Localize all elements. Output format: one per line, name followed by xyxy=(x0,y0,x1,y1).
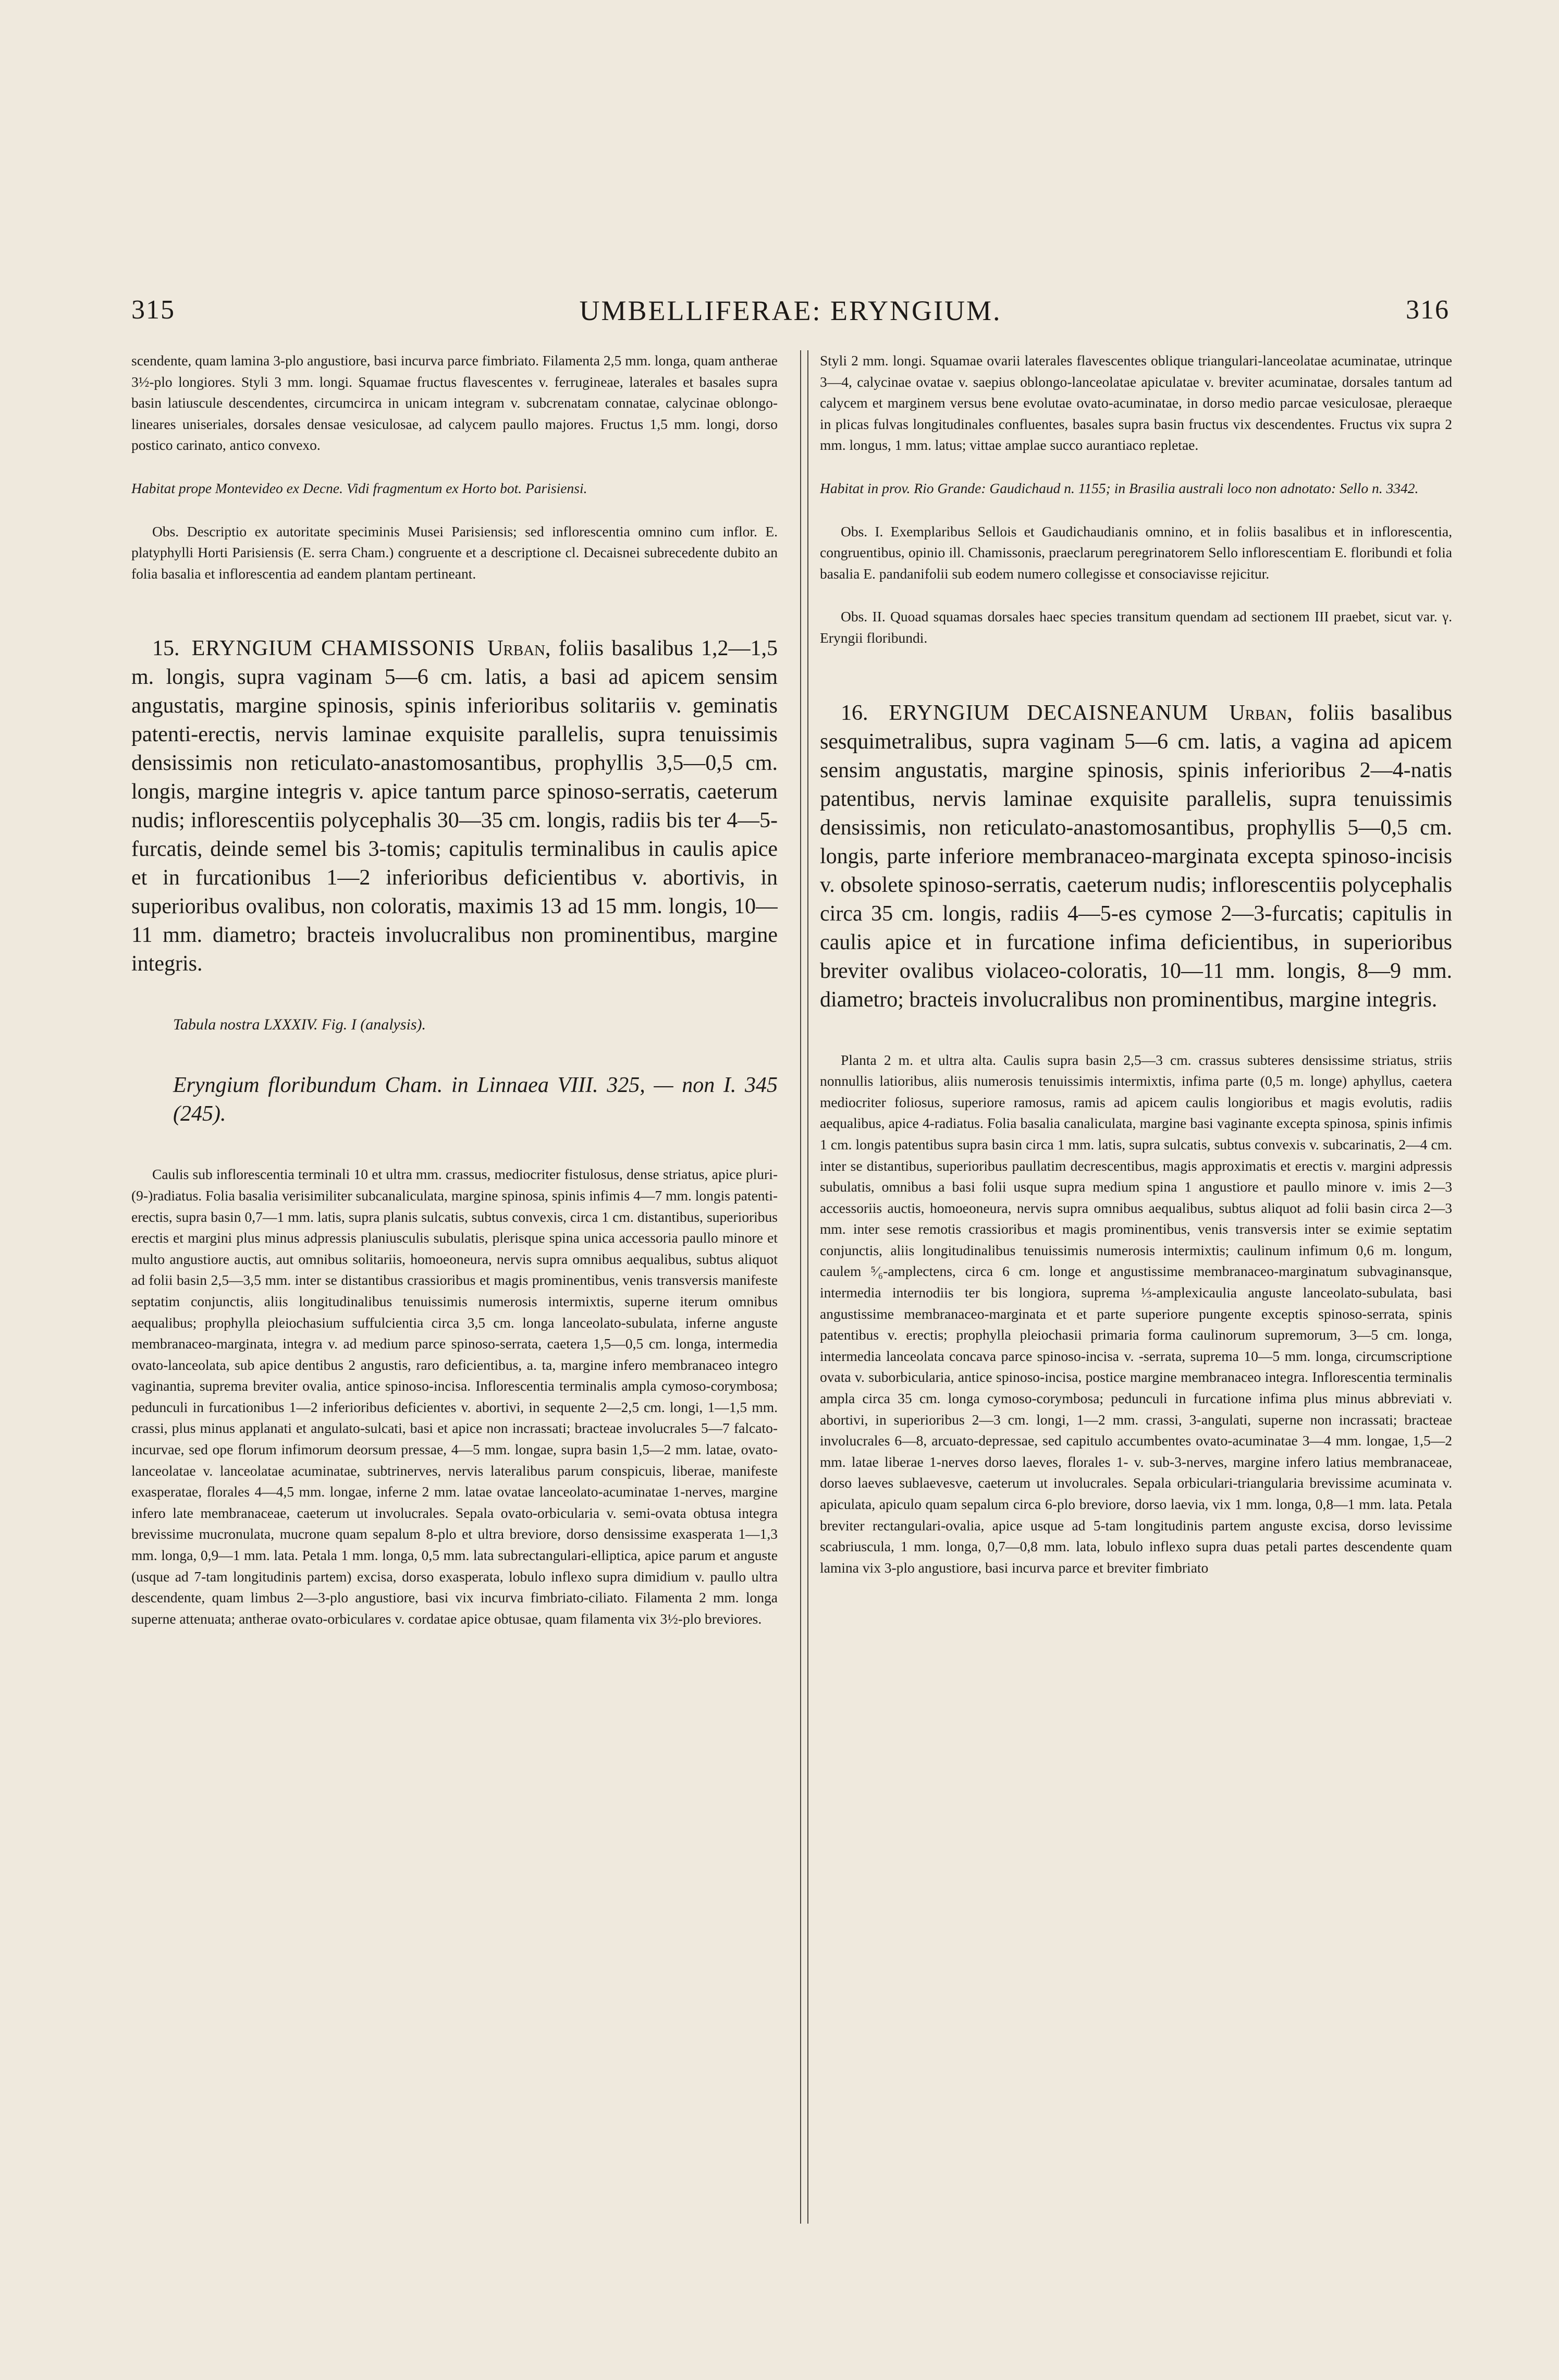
species-name: ERYNGIUM DECAISNEANUM xyxy=(889,701,1209,725)
column-divider xyxy=(800,350,808,2224)
right-column xyxy=(820,350,1452,2224)
species-15-diagnosis-paragraph xyxy=(131,634,778,978)
species-diagnosis: foliis basalibus 1,2—1,5 m. longis, supra vaginam 5—6 cm. latis, a basi ad apicem sensim angustatis, margine spinosis, spinis inferioribus solitariis v. geminatis patenti-erectis, nervis laminae exquisite parallelis, supra tenuissimis densissimis non reticulato-anastomosantibus, prophyllis 3,5—0,5 cm. longis, margine integris v. apice tantum parce spinoso-serratis, caeterum nudis; inflorescentiis polycephalis 30—35 cm. longis, radiis bis ter 4—5-furcatis, deinde semel bis 3-tomis; capitulis terminalibus in caulis apice et in furcationibus 1—2 inferioribus deficientibus v. abortivis, in superioribus ovalibus, non coloratis, maximis 13 ad 15 mm. longis, 10—11 mm. diametro; bracteis involucralibus non prominentibus, margine integris. xyxy=(131,636,778,976)
observation-note-1: Obs. I. Exemplaribus Sellois et Gaudichaudianis omnino, et in foliis basalibus et in inflorescentia, congruentibus, opinio ill. Chamissonis, praeclarum peregrinatorem Sello inflorescentiam E. floribundi et folia basalia E. pandanifolii sub eodem numero collegisse et consociavisse rejicitur. xyxy=(820,523,1452,582)
species-number: 16. xyxy=(841,701,868,725)
running-header xyxy=(131,295,1450,336)
continued-description: Styli 2 mm. longi. Squamae ovarii laterales flavescentes oblique triangulari-lanceolatae acuminatae, utrinque 3—4, calycinae ovatae v. saepius oblongo-lanceolatae apiculatae v. breviter acuminatae, dorsales tantum ad calycem et marginem versus bene evolutae ovato-acuminatae, in dorso medio parcae vesiculosae, pleraeque in plicas fulvas longitudinales confluentes, basales supra basin fructus vix descendentes. Fructus vix supra 2 mm. longus, 1 mm. latus; vittae amplae succo aurantiaco repletae. xyxy=(820,352,1452,453)
habitat-note: Habitat in prov. Rio Grande: Gaudichaud n. 1155; in Brasilia australi loco non adnotato: Sello n. 3342. xyxy=(820,480,1419,496)
right-page-number: 316 xyxy=(1406,295,1450,325)
species-description: Caulis sub inflorescentia terminali 10 et ultra mm. crassus, mediocriter fistulosus, dense striatus, apice pluri-(9-)radiatus. Folia basalia verisimiliter subcanaliculata, margine spinosa, spinis infimis 4—7 mm. longis patenti-erectis, supra basin 0,7—1 mm. latis, supra planis sulcatis, subtus convexis, circa 1 cm. distantibus, superioribus erectis et margini plus minus adpressis planiusculis subulatis, plerisque spina unica accessoria paullo minore et multo angustiore auctis, aut omnibus solitariis, homoeoneura, nervis supra omnibus aequalibus, subtus aliquot ad folii basin 2,5—3,5 mm. inter se distantibus crassioribus et magis prominentibus, venis transversis manifeste septatim conjunctis, aliis longitudinalibus tenuissimis numerosis intermixtis, superne iterum omnibus aequalibus; prophylla pleiochasium suffulcientia circa 3,5 cm. longa lanceolato-subulata, inferne anguste membranaceo-marginata, integra v. ad medium parce spinoso-serrata, caetera 1,5—0,5 cm. longa, intermedia ovato-lanceolata, sub apice dentibus 2 angustis, raro deficientibus, a. ta, margine infero membranaceo integro vaginantia, suprema breviter ovalia, antice spinoso-incisa. Inflorescentia terminalis ampla cymoso-corymbosa; pedunculi in furcationibus 1—2 inferioribus deficientes v. abortivi, in sequente 2—2,5 cm. longi, 1—1,5 mm. crassi, plus minus applanati et angulato-sulcati, basi et apice non incrassati; bracteae involucrales 5—7 falcato-incurvae, sed ope florum infimorum deorsum pressae, 4—5 mm. longae, supra basin 1,5—2 mm. latae, ovato-lanceolatae v. lanceolatae acuminatae, subtrinerves, nervis lateralibus parum conspicuis, liberae, manifeste exasperatae, florales 4—4,5 mm. longae, inferne 2 mm. latae ovatae lanceolato-acuminatae 1-nerves, margine infero late membranaceae, caeterum ut involucrales. Sepala ovato-orbicularia v. semi-ovata obtusa integra brevissime mucronulata, mucrone quam sepalum 8-plo et ultra breviore, dorso densissime exasperata 1—1,3 mm. longa, 0,9—1 mm. lata. Petala 1 mm. longa, 0,5 mm. lata subrectangulari-elliptica, apice parum et anguste (usque ad 7-tam longitudinis partem) excisa, dorso exasperata, lobulo inflexo supra dimidium v. paullo ultra descendente, quam limbus 2—3-plo angustiore, basi vix incurva fimbriato-ciliato. Filamenta 2 mm. longa superne attenuata; antherae ovato-orbiculares v. cordatae apice obtusae, quam filamenta vix 3½-plo breviores. xyxy=(131,1166,778,1627)
species-description: Planta 2 m. et ultra alta. Caulis supra basin 2,5—3 cm. crassus subteres densissime striatus, striis nonnullis latioribus, aliis numerosis tenuissimis intermixtis, infima parte (0,5 m. longe) aphyllus, caetera mediocriter foliosus, superiore ramosus, ramis ad apicem caulis longioribus et magis evolutis, radiis aequalibus, apice 4-radiatus. Folia basalia canaliculata, margine basi vaginante excepta spinosa, spinis infimis 1 cm. longis patentibus supra basin circa 1 mm. latis, supra sulcatis, subtus convexis v. subcarinatis, 2—4 cm. inter se distantibus, superioribus paullatim decrescentibus, magis approximatis et erectis v. margini adpressis subulatis, omnibus a basi folii usque supra medium spina 1 angustiore et paullo minore v. imis 2—3 accessoriis auctis, homoeoneura, nervis supra omnibus aequalibus, subtus aliquot ad folii basin circa 2—3 mm. inter sese remotis crassioribus et magis prominentibus, venis transversis inter se eximie septatim conjunctis, aliis longitudinalibus tenuissimis numerosis intermixtis; caulinum infimum 0,6 m. longum, caulem ⁵⁄₆-amplectens, circa 6 cm. longe et angustissime membranaceo-marginatum subvaginansque, intermedia internodiis ter bis longiora, suprema ⅓-amplexicaulia anguste lanceolato-subulata, basi angustissime membranaceo-marginata et et parte superiore pungente exceptis spinoso-serrata, spinis patentibus v. erectis; prophylla pleiochasii primaria forma caulinorum supremorum, 3—5 cm. longa, intermedia lanceolata concava parce spinoso-incisa v. -serrata, suprema 10—5 mm. longa, circumscriptione ovata v. suborbicularia, antice spinoso-incisa, postice margine membranaceo integra. Inflorescentia terminalis ampla circa 35 cm. longa cymoso-corymbosa; pedunculi in furcatione infima plus minus abbreviati v. abortivi, in superioribus 2—3 cm. longi, 1—2 mm. crassi, 3-angulati, superne non incrassati; bracteae involucrales 6—8, arcuato-depressae, sed capitulo accumbentes ovato-acuminatae 3—4 mm. longae, 1,5—2 mm. latae liberae 1-nerves dorso laeves, florales 1- v. sub-3-nerves, margine infero latius membranaceae, dorso laeves sublaevesve, caeterum ut involucrales. Sepala orbiculari-triangularia brevissime acuminata v. apiculata, apiculo quam sepalum circa 6-plo breviore, dorso laevia, vix 1 mm. longa, 0,8—1 mm. lata. Petala breviter rectangulari-ovalia, apice usque ad 5-tam longitudinis partem anguste excisa, dorso levissime scabriuscula, 1 mm. longa, 0,7—0,8 mm. lata, lobulo inflexo supra duas petali partes descendente quam lamina vix 3-plo angustiore, basi incurva parce et breviter fimbriato xyxy=(820,1051,1452,1576)
left-column xyxy=(131,350,778,2224)
plate-reference: Tabula nostra LXXXIV. Fig. I (analysis). xyxy=(173,1016,426,1034)
observation-note-2: Obs. II. Quoad squamas dorsales haec species transitum quendam ad sectionem III praebet, sicut var. γ. Eryngii floribundi. xyxy=(820,608,1452,646)
running-title: UMBELLIFERAE: ERYNGIUM. xyxy=(579,295,1002,326)
species-16-entry xyxy=(820,699,1452,1579)
species-diagnosis: foliis basalibus sesquimetralibus, supra vaginam 5—6 cm. latis, a vagina ad apicem sensim angustatis, margine spinosis, spinis inferioribus 2—4-natis patentibus, nervis laminae exquisite parallelis, supra tenuissimis densissimis, non reticulato-anastomosantibus, prophyllis 5—0,5 cm. longis, parte inferiore membranaceo-marginata excepta spinoso-incisis v. obsolete spinoso-serratis, caeterum nudis; inflorescentiis polycephalis circa 35 cm. longis, radiis 4—5-es cymose 2—3-furcatis; capitulis in caulis apice et in furcatione infima deficientibus, in superioribus breviter ovalibus violaceo-coloratis, 10—11 mm. longis, 8—9 mm. diametro; bracteis involucralibus non prominentibus, margine integris. xyxy=(820,701,1452,1012)
species-author: Urban, xyxy=(487,636,551,661)
observation-note: Obs. Descriptio ex autoritate speciminis Musei Parisiensis; sed inflorescentia omnino cum inflor. E. platyphylli Horti Parisiensis (E. serra Cham.) congruente et a descriptione cl. Decaisnei subrecedente dubito an folia basalia et inflorescentia ad eandem plantam pertineant. xyxy=(131,523,778,582)
continued-description: scendente, quam lamina 3-plo angustiore, basi incurva parce fimbriato. Filamenta 2,5 mm. longa, quam antherae 3½-plo longiores. Styli 3 mm. longi. Squamae fructus flavescentes v. ferrugineae, laterales et basales supra basin latiuscule descendentes, circumcirca in unicam integram v. subcrenatam connatae, calycinae oblongo-lineares uniseriales, dorsales densae vesiculosae, ad calycem paullo majores. Fructus 1,5 mm. longi, dorso postico carinato, antico convexo. xyxy=(131,352,778,453)
species-16-diagnosis-paragraph xyxy=(820,699,1452,1014)
synonym-citation: Eryngium floribundum Cham. in Linnaea VIII. 325, — non I. 345 (245). xyxy=(173,1073,778,1126)
species-15-entry xyxy=(131,634,778,1629)
left-page-number: 315 xyxy=(131,295,175,325)
species-number: 15. xyxy=(152,636,180,661)
species-name: ERYNGIUM CHAMISSONIS xyxy=(191,636,475,661)
species-author: Urban, xyxy=(1229,701,1293,725)
habitat-note: Habitat prope Montevideo ex Decne. Vidi fragmentum ex Horto bot. Parisiensi. xyxy=(131,480,587,496)
